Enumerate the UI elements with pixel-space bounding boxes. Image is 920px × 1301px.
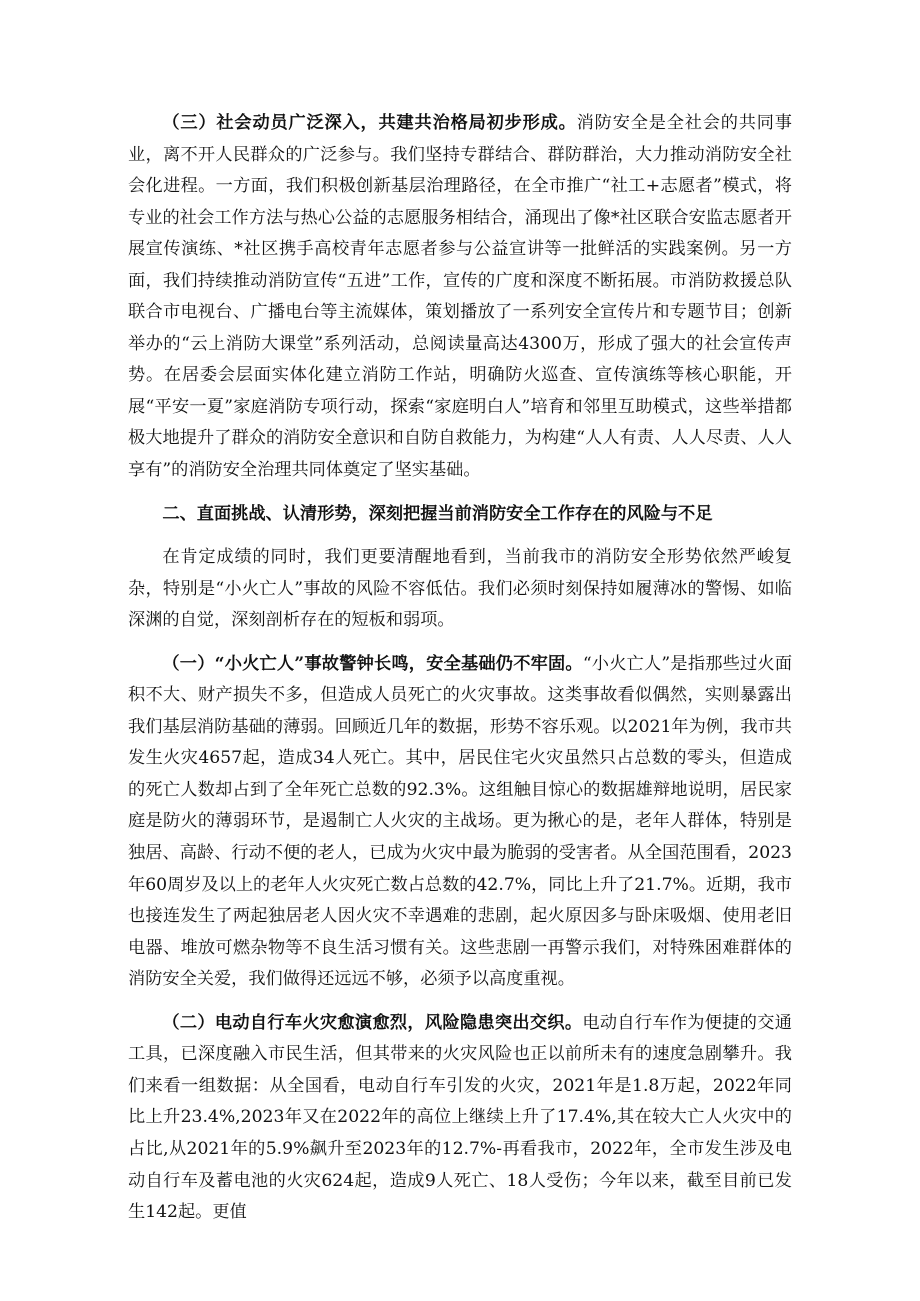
paragraph-heading: （二）电动自行车火灾愈演愈烈，风险隐患突出交织。 — [162, 1012, 583, 1033]
paragraph-text: 电动自行车作为便捷的交通工具，已深度融入市民生活，但其带来的火灾风险也正以前所未有的速度急剧攀升。我们来看一组数据：从全国看，电动自行车引发的火灾，2021年是1.8万起，2022年同比上升23.4%,2023年又在2022年的高位上继续上升了17.4%,其在较大亡人火灾中的占比,从2021年的5.9%飙升至2023年的12.7%-再看我市，2022年，全市发生涉及电动自行车及蓄电池的火灾624起，造成9人死亡、18人受伤；今年以来，截至目前已发生142起。更值 — [128, 1012, 792, 1223]
paragraph-text: 在肯定成绩的同时，我们更要清醒地看到，当前我市的消防安全形势依然严峻复杂，特别是“小火亡人”事故的风险不容低估。我们必须时刻保持如履薄冰的警惕、如临深渊的自觉，深刻剖析存在的短板和弱项。 — [128, 547, 792, 631]
paragraph-heading: （一）“小火亡人”事故警钟长鸣，安全基础仍不牢固。 — [162, 653, 583, 674]
paragraph-heading: （三）社会动员广泛深入，共建共治格局初步形成。 — [162, 113, 577, 133]
paragraph-social-mobilization — [128, 108, 792, 487]
paragraph-text: 消防安全是全社会的共同事业，离不开人民群众的广泛参与。我们坚持专群结合、群防群治，大力推动消防安全社会化进程。一方面，我们积极创新基层治理路径，在全市推广“社工+志愿者”模式，将专业的社会工作方法与热心公益的志愿服务相结合，涌现出了像*社区联合安监志愿者开展宣传演练、*社区携手高校青年志愿者参与公益宣讲等一批鲜活的实践案例。另一方面，我们持续推动消防宣传“五进”工作，宣传的广度和深度不断拓展。市消防救援总队联合市电视台、广播电台等主流媒体，策划播放了一系列安全宣传片和专题节目；创新举办的“云上消防大课堂”系列活动，总阅读量高达4300万，形成了强大的社会宣传声势。在居委会层面实体化建立消防工作站，明确防火巡查、宣传演练等核心职能，开展“平安一夏”家庭消防专项行动，探索“家庭明白人”培育和邻里互助模式，这些举措都极大地提升了群众的消防安全意识和自防自救能力，为构建“人人有责、人人尽责、人人享有”的消防安全治理共同体奠定了坚实基础。 — [128, 113, 792, 481]
section-heading-text: 二、直面挑战、认清形势，深刻把握当前消防安全工作存在的风险与不足 — [162, 503, 713, 524]
paragraph-ebike-fires — [128, 1008, 792, 1229]
paragraph-text: “小火亡人”是指那些过火面积不大、财产损失不多，但造成人员死亡的火灾事故。这类事故看似偶然，实则暴露出我们基层消防基础的薄弱。回顾近几年的数据，形势不容乐观。以2021年为例，我市共发生火灾4657起，造成34人死亡。其中，居民住宅火灾虽然只占总数的零头，但造成的死亡人数却占到了全年死亡总数的92.3%。这组触目惊心的数据雄辩地说明，居民家庭是防火的薄弱环节，是遏制亡人火灾的主战场。更为揪心的是，老年人群体，特别是独居、高龄、行动不便的老人，已成为火灾中最为脆弱的受害者。从全国范围看，2023年60周岁及以上的老年人火灾死亡数占总数的42.7%，同比上升了21.7%。近期，我市也接连发生了两起独居老人因火灾不幸遇难的悲剧，起火原因多与卧床吸烟、使用老旧电器、堆放可燃杂物等不良生活习惯有关。这些悲剧一再警示我们，对特殊困难群体的消防安全关爱，我们做得还远远不够，必须予以高度重视。 — [128, 653, 793, 990]
section-heading-two — [128, 499, 792, 531]
paragraph-small-fire-deaths — [128, 649, 792, 996]
document-page — [128, 108, 792, 1229]
paragraph-intro-challenges — [128, 542, 792, 637]
